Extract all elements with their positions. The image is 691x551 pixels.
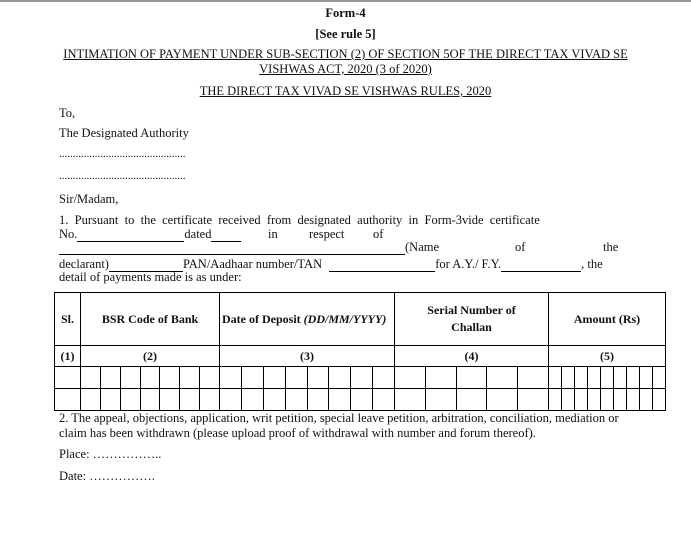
col-number-2: (2) (81, 346, 220, 367)
para1-line5: detail of payments made is as under: (59, 270, 242, 284)
para2-line2: claim has been withdrawn (please upload proof of withdrawal with number and forum thereof). (59, 426, 536, 440)
col-number-5: (5) (549, 346, 666, 367)
sl-cell[interactable] (55, 389, 81, 411)
bsr-code-boxes[interactable] (81, 389, 220, 411)
place-field[interactable]: Place: …………….. (59, 447, 162, 461)
para2-line1: 2. The appeal, objections, application, writ petition, special leave petition, arbitration, conciliation, mediation or (59, 411, 619, 425)
no-label: No. (59, 227, 78, 241)
amount-boxes[interactable] (549, 389, 666, 411)
payment-details-table (54, 292, 666, 411)
date-field[interactable]: Date: ……………. (59, 469, 155, 483)
pan-field[interactable] (329, 271, 435, 272)
header-serial-line2: Challan (451, 320, 492, 334)
of2-label: of (515, 240, 526, 254)
para1-line3 (59, 240, 619, 255)
declarant-label: declarant) (59, 257, 109, 271)
header-amount: Amount (Rs) (549, 293, 666, 346)
respect-label: respect (309, 227, 345, 241)
amount-boxes[interactable] (549, 367, 666, 389)
table-row (55, 367, 666, 389)
the2-label: , the (581, 257, 603, 271)
bsr-code-boxes[interactable] (81, 367, 220, 389)
rule-reference: [See rule 5] (315, 27, 376, 41)
serial-number-boxes[interactable] (395, 389, 549, 411)
assessment-year-field[interactable] (501, 271, 581, 272)
header-date-format: (DD/MM/YYYY) (303, 311, 387, 326)
dated-label: dated (184, 227, 212, 241)
of-label: of (373, 227, 384, 241)
sl-cell[interactable] (55, 367, 81, 389)
para1-line1: 1. Pursuant to the certificate received from designated authority in Form-3vide certificate (59, 213, 540, 227)
rules-subtitle: THE DIRECT TAX VIVAD SE VISHWAS RULES, 2020 (199, 84, 492, 98)
header-date-of-deposit (220, 293, 395, 346)
serial-number-boxes[interactable] (395, 367, 549, 389)
header-serial-number (395, 293, 549, 346)
top-border (0, 0, 691, 2)
header-bsr-code: BSR Code of Bank (81, 293, 220, 346)
address-line-2[interactable]: .............................................. (59, 170, 186, 182)
name-label: (Name (405, 240, 440, 254)
col-number-1: (1) (55, 346, 81, 367)
pan-label: PAN/Aadhaar number/TAN (182, 257, 323, 271)
designated-authority: The Designated Authority (59, 126, 189, 140)
table-number-row (55, 346, 666, 367)
form-title-line1: INTIMATION OF PAYMENT UNDER SUB-SECTION (2) OF SECTION 5OF THE DIRECT TAX VIVAD SE (63, 47, 628, 61)
in-label: in (268, 227, 278, 241)
col-number-4: (4) (395, 346, 549, 367)
form-title-line2: VISHWAS ACT, 2020 (3 of 2020) (259, 62, 432, 76)
header-sl: Sl. (55, 293, 81, 346)
address-line-1[interactable]: .............................................. (59, 148, 186, 160)
table-header-row (55, 293, 666, 346)
declarant-name-field[interactable] (59, 242, 405, 255)
date-boxes[interactable] (220, 367, 395, 389)
col-number-3: (3) (220, 346, 395, 367)
date-boxes[interactable] (220, 389, 395, 411)
the-label: the (603, 240, 619, 254)
salutation: Sir/Madam, (59, 192, 119, 206)
to-label: To, (59, 106, 76, 120)
table-row (55, 389, 666, 411)
ay-label: for A.Y./ F.Y. (435, 257, 502, 271)
form-number: Form-4 (325, 6, 366, 20)
header-serial-line1: Serial Number of (427, 303, 516, 317)
header-date-label: Date of Deposit (222, 311, 304, 326)
